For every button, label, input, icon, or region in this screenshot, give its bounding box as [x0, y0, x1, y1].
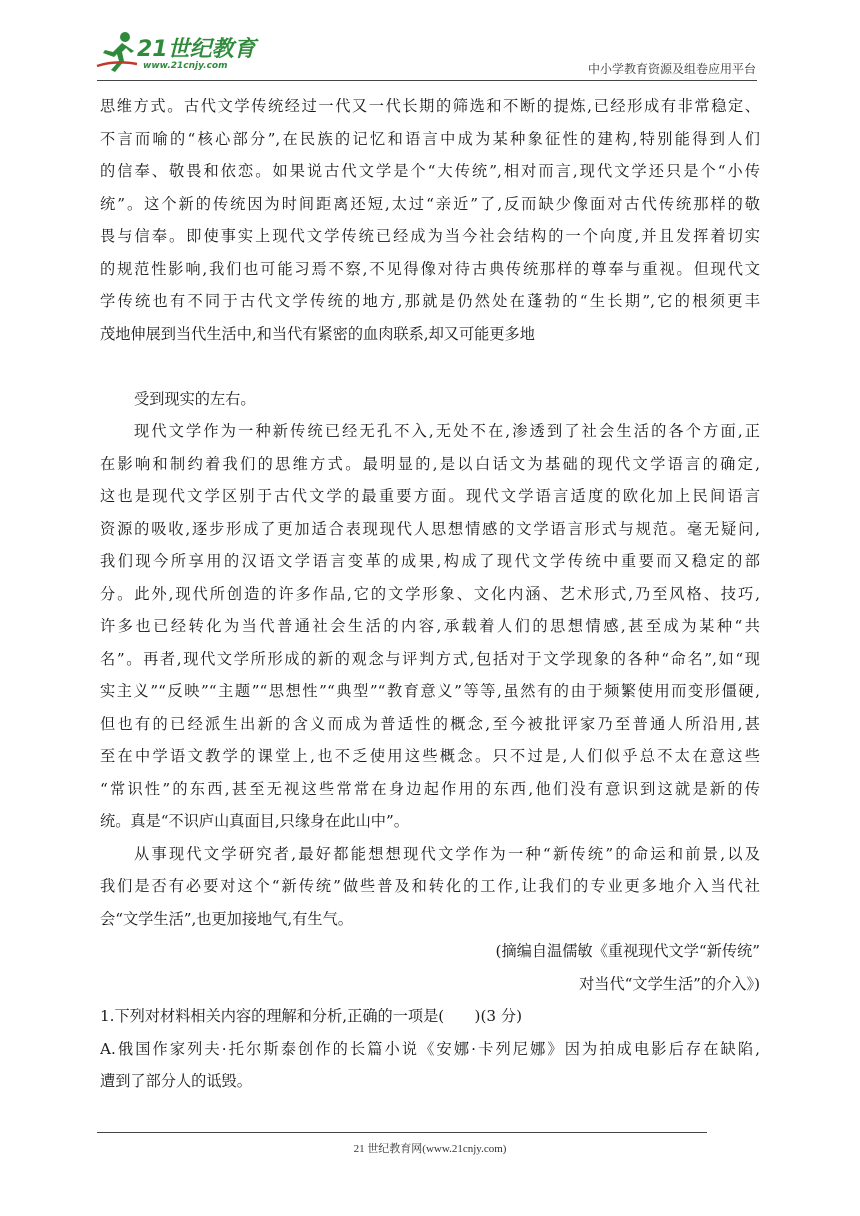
footer-text: 21 世纪教育网(www.21cnjy.com)	[353, 1143, 507, 1155]
text-line: 我们是否有必要对这个“新传统”做些普及和转化的工作,让我们的专业更多地介入当代社	[100, 877, 760, 895]
text-line: 统”。这个新的传统因为时间距离还短,太过“亲近”了,反而缺少像面对古代传统那样的敬	[100, 194, 760, 213]
header-divider	[97, 80, 757, 81]
text-line: 茂地伸展到当代生活中,和当代有紧密的血肉联系,却又可能更多地	[100, 324, 535, 343]
text-line: 会“文学生活”,也更加接地气,有生气。	[100, 909, 353, 928]
logo-url: www.21cnjy.com	[143, 61, 228, 71]
logo-title: 21世纪教育	[137, 37, 256, 62]
source-citation: 对当代“文学生活”的介入》)	[579, 974, 760, 993]
text-line: “常识性”的东西,甚至无视这些常常在身边起作用的东西,他们没有意识到这就是新的传	[100, 779, 760, 798]
text-line: 的规范性影响,我们也可能习焉不察,不见得像对待古典传统那样的尊奉与重视。但现代文	[100, 259, 760, 278]
text-line: 思维方式。古代文学传统经过一代又一代长期的筛选和不断的提炼,已经形成有非常稳定、	[100, 97, 760, 115]
document-body	[100, 90, 760, 1098]
question-stem: 1.下列对材料相关内容的理解和分析,正确的一项是( )(3 分)	[100, 1007, 523, 1025]
text-line: 我们现今所享用的汉语文学语言变革的成果,构成了现代文学传统中重要而又稳定的部	[100, 552, 760, 570]
text-line: 不言而喻的“核心部分”,在民族的记忆和语言中成为某种象征性的建构,特别能得到人们	[100, 129, 760, 148]
header-platform-text: 中小学教育资源及组卷应用平台	[587, 62, 756, 76]
paragraph-start: 从事现代文学研究者,最好都能想想现代文学作为一种“新传统”的命运和前景,以及	[134, 844, 760, 863]
option-a-continued: 遭到了部分人的诋毁。	[100, 1072, 252, 1090]
text-line: 至在中学语文教学的课堂上,也不乏使用这些概念。只不过是,人们似乎总不太在意这些	[100, 747, 760, 765]
text-line: 受到现实的左右。	[134, 389, 256, 408]
page-header	[0, 0, 860, 80]
blank-line	[100, 350, 760, 383]
option-a: A.俄国作家列夫·托尔斯泰创作的长篇小说《安娜·卡列尼娜》因为拍成电影后存在缺陷,	[100, 1039, 760, 1058]
text-line: 畏与信奉。即使事实上现代文学传统已经成为当今社会结构的一个向度,并且发挥着切实	[100, 227, 760, 245]
text-line: 实主义”“反映”“主题”“思想性”“典型”“教育意义”等等,虽然有的由于频繁使用而变形僵硬,	[100, 682, 760, 700]
text-line: 名”。再者,现代文学所形成的新的观念与评判方式,包括对于文学现象的各种“命名”,如“现	[100, 649, 760, 668]
source-citation: (摘编自温儒敏《重视现代文学“新传统”	[495, 942, 760, 960]
text-line: 的信奉、敬畏和依恋。如果说古代文学是个“大传统”,相对而言,现代文学还只是个“小传	[100, 162, 760, 180]
text-line: 分。此外,现代所创造的许多作品,它的文学形象、文化内涵、艺术形式,乃至风格、技巧,	[100, 584, 760, 603]
text-line: 但也有的已经派生出新的含义而成为普适性的概念,至今被批评家乃至普通人所沿用,甚	[100, 714, 760, 733]
text-line: 这也是现代文学区别于古代文学的最重要方面。现代文学语言适度的欧化加上民间语言	[100, 487, 760, 505]
paragraph-start: 现代文学作为一种新传统已经无孔不入,无处不在,渗透到了社会生活的各个方面,正	[134, 422, 760, 440]
text-line: 资源的吸收,逐步形成了更加适合表现现代人思想情感的文学语言形式与规范。毫无疑问,	[100, 519, 760, 538]
footer-divider	[97, 1132, 707, 1133]
site-logo[interactable]	[95, 30, 265, 78]
runner-logo-icon	[95, 30, 139, 74]
text-line: 在影响和制约着我们的思维方式。最明显的,是以白话文为基础的现代文学语言的确定,	[100, 454, 760, 473]
text-line: 统。真是“不识庐山真面目,只缘身在此山中”。	[100, 812, 409, 830]
text-line: 许多也已经转化为当代普通社会生活的内容,承载着人们的思想情感,甚至成为某种“共	[100, 617, 760, 635]
text-line: 学传统也有不同于古代文学传统的地方,那就是仍然处在蓬勃的“生长期”,它的根须更丰	[100, 292, 760, 310]
